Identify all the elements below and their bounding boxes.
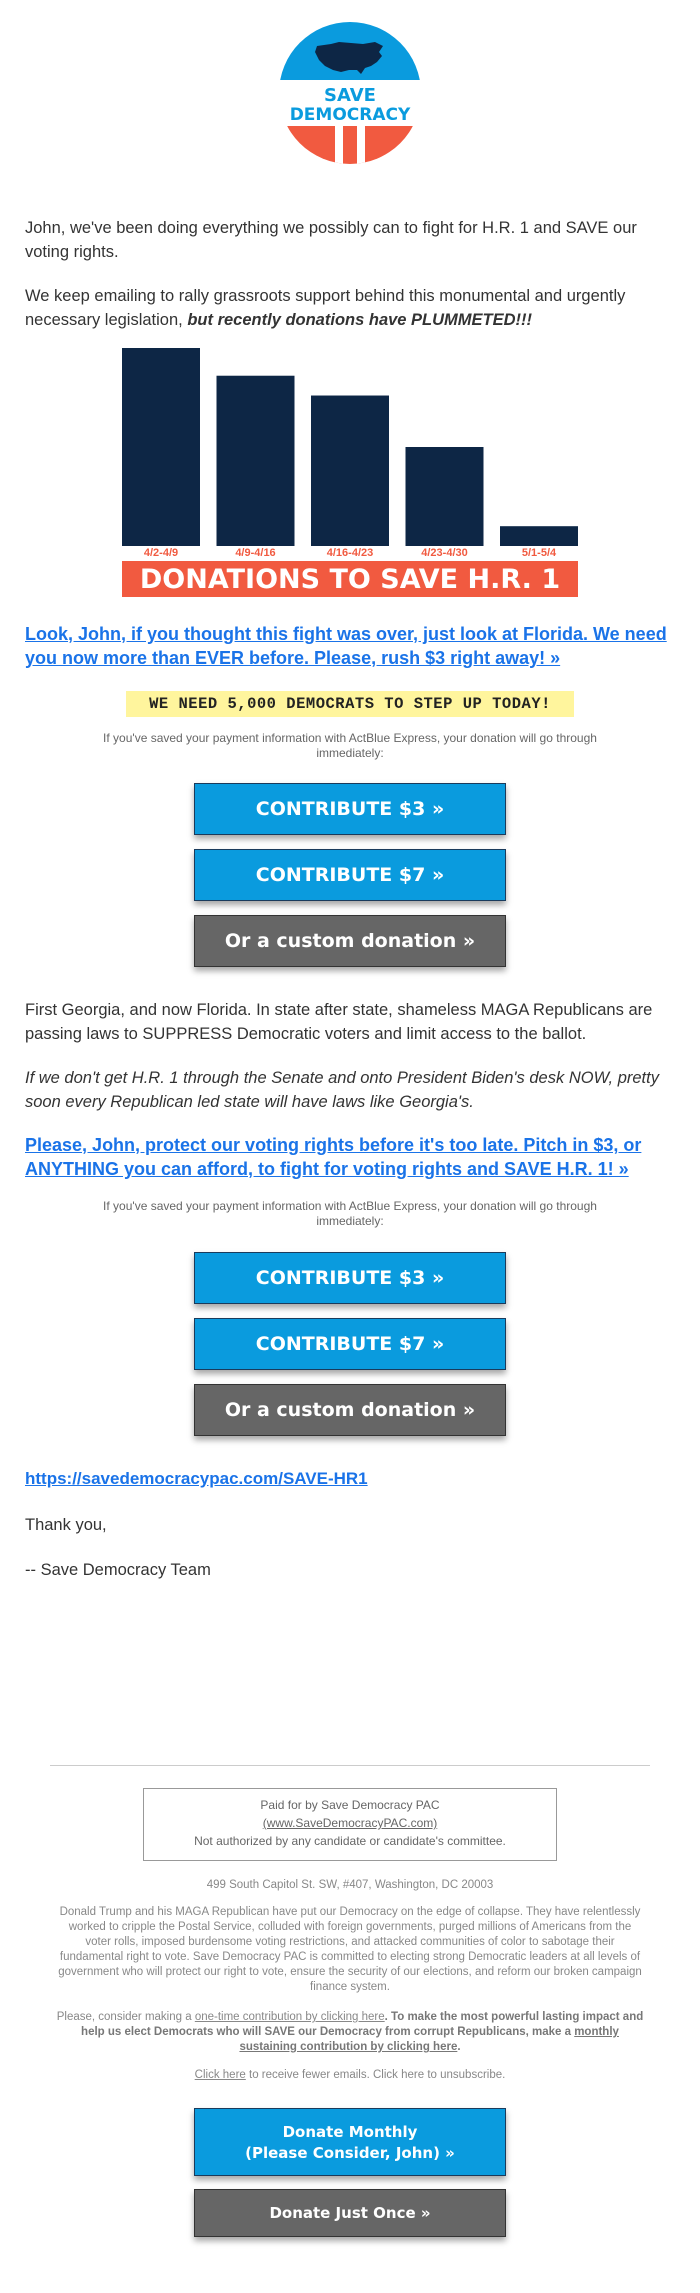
actblue-note: If you've saved your payment information with ActBlue Express, your donation will go through immediately: <box>103 731 597 760</box>
one-time-contribution-link[interactable]: one-time contribution by clicking here <box>194 2011 385 2023</box>
mission-text: Donald Trump and his MAGA Republican have put our Democracy on the edge of collapse. They have relentlessly worked to cripple the Postal Service, colluded with foreign governments, purged millions of Americans from the voter rolls, imposed burdensome voting restrictions, and attacked communities of color to sabotage their fundamental right to vote. Save Democracy PAC is committed to electing strong Democratic leaders at all levels of government who will protect our right to vote, ensure the security of our elections, and reform our broken campaign finance system. <box>58 1906 642 1993</box>
chart-title: DONATIONS TO SAVE H.R. 1 <box>139 564 561 595</box>
logo-text-save: SAVE <box>324 85 376 106</box>
intro-paragraph-1: John, we've been doing everything we possibly can to fight for H.R. 1 and SAVE our voting rights. <box>25 219 637 261</box>
donations-chart <box>122 348 578 598</box>
paid-for-box <box>143 1788 557 1861</box>
chart-bar-1 <box>217 376 295 546</box>
plummeted-emphasis: but recently donations have PLUMMETED!!! <box>187 311 533 329</box>
custom-donation-button[interactable]: Or a custom donation » <box>194 1384 506 1436</box>
consider-pre-text: Please, consider making a <box>56 2011 195 2023</box>
actblue-note: If you've saved your payment information with ActBlue Express, your donation will go through immediately: <box>103 1199 597 1228</box>
donate-once-button[interactable]: Donate Just Once » <box>194 2189 506 2237</box>
donate-monthly-sublabel: (Please Consider, John) » <box>245 2144 455 2162</box>
address-text: 499 South Capitol St. SW, #407, Washington, DC 20003 <box>206 1879 494 1891</box>
not-authorized-text: Not authorized by any candidate or candidate's committee. <box>194 1834 506 1848</box>
chart-category-label-1: 4/9-4/16 <box>235 547 276 559</box>
signature-text: -- Save Democracy Team <box>25 1561 211 1579</box>
contribute-3-button[interactable]: CONTRIBUTE $3 » <box>194 1252 506 1304</box>
pac-website-link[interactable]: (www.SaveDemocracyPAC.com) <box>262 1816 438 1830</box>
contribute-3-button[interactable]: CONTRIBUTE $3 » <box>194 783 506 835</box>
chart-bar-4 <box>500 526 578 546</box>
chart-bar-0 <box>122 348 200 546</box>
need-democrats-banner: WE NEED 5,000 DEMOCRATS TO STEP UP TODAY! <box>126 691 574 717</box>
donations-chart-svg <box>122 348 578 598</box>
consider-end-text: . <box>457 2041 461 2053</box>
contribute-7-button[interactable]: CONTRIBUTE $7 » <box>194 1318 506 1370</box>
footer-divider <box>50 1765 650 1766</box>
intro-paragraph-2 <box>25 284 675 332</box>
protect-voting-rights-link[interactable]: Please, John, protect our voting rights before it's too late. Pitch in $3, or ANYTHING you can afford, to fight for voting rights and SAVE H.R. 1! » <box>25 1135 642 1179</box>
paid-by-text: Paid for by Save Democracy PAC <box>260 1798 440 1812</box>
chart-bar-2 <box>311 396 389 546</box>
consider-bold-text: . To make the most powerful lasting impact and help us elect Democrats who will SAVE our Democracy from corrupt Republicans, make a <box>81 2011 644 2038</box>
fewer-emails-text: to receive fewer emails. Click here to unsubscribe. <box>245 2069 506 2081</box>
chart-category-label-0: 4/2-4/9 <box>143 547 179 559</box>
chart-bar-3 <box>406 447 484 546</box>
logo-text-democracy: DEMOCRACY <box>289 105 411 125</box>
monthly-contribution-link[interactable]: monthly sustaining contribution by clicking here <box>239 2026 619 2053</box>
body-paragraph-georgia: First Georgia, and now Florida. In state after state, shameless MAGA Republicans are passing laws to SUPPRESS Democratic voters and limit access to the ballot. <box>25 1001 653 1043</box>
florida-link[interactable]: Look, John, if you thought this fight was over, just look at Florida. We need you now more than EVER before. Please, rush $3 right away! » <box>25 624 667 668</box>
chart-category-label-3: 4/23-4/30 <box>421 547 468 559</box>
save-hr1-url-link[interactable]: https://savedemocracypac.com/SAVE-HR1 <box>25 1469 368 1488</box>
body-paragraph-senate: If we don't get H.R. 1 through the Senate and onto President Biden's desk NOW, pretty soon every Republican led state will have laws like Georgia's. <box>25 1069 659 1111</box>
save-democracy-logo <box>279 22 421 164</box>
logo-graphic <box>279 22 421 164</box>
intro-paragraph-2-text: We keep emailing to rally grassroots support behind this monumental and urgently necessary legislation, <box>25 287 626 329</box>
chart-category-label-4: 5/1-5/4 <box>521 547 557 559</box>
donate-monthly-label: Donate Monthly <box>282 2123 418 2141</box>
thank-you-text: Thank you, <box>25 1516 107 1534</box>
email-preferences-text <box>55 2068 645 2083</box>
donate-monthly-button[interactable] <box>194 2108 506 2176</box>
fewer-emails-link[interactable]: Click here <box>194 2069 246 2081</box>
chart-category-label-2: 4/16-4/23 <box>326 547 374 559</box>
contribute-7-button[interactable]: CONTRIBUTE $7 » <box>194 849 506 901</box>
consider-text <box>55 2010 645 2055</box>
custom-donation-button[interactable]: Or a custom donation » <box>194 915 506 967</box>
